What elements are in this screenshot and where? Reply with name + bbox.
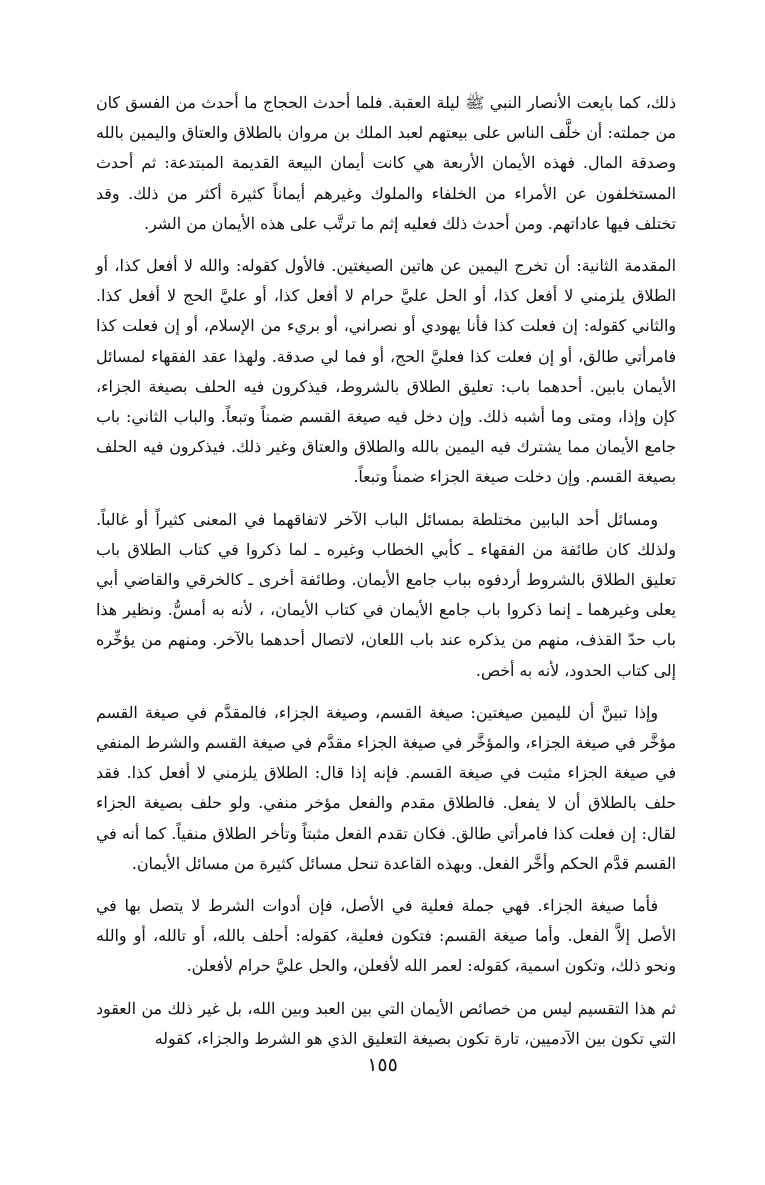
paragraph-3: ومسائل أحد البابين مختلطة بمسائل الباب الآخر لاتفاقهما في المعنى كثيراً أو غالباً. ولذلك كان طائفة من الفقهاء ـ كأبي الخطاب وغيره ـ لما ذكروا في كتاب الطلاق باب تعليق الطلاق بالشروط أردفوه بباب جامع الأيمان. وطائفة أخرى ـ كالخرقي والقاضي أبي يعلى وغيرهما ـ إنما ذكروا باب جامع الأيمان في كتاب الأيمان، ، لأنه به أمسُّ. ونظير هذا باب حدّ القذف، منهم من يذكره عند باب اللعان، لاتصال أحدهما بالآخر. ومنهم من يؤخِّره إلى كتاب الحدود، لأنه به أخص.	[96, 509, 676, 680]
body-text	[96, 88, 676, 1066]
paragraph-4: وإذا تبينَّ أن لليمين صيغتين: صيغة القسم، وصيغة الجزاء، فالمقدَّم في صيغة القسم مؤخَّر في صيغة الجزاء، والمؤخَّر في صيغة الجزاء مقدَّم في صيغة القسم والشرط المنفي في صيغة الجزاء مثبت في صيغة القسم. فإنه إذا قال: الطلاق يلزمني لا أفعل كذا. فقد حلف بالطلاق أن لا يفعل. فالطلاق مقدم والفعل مؤخر منفي. ولو حلف بصيغة الجزاء لقال: إن فعلت كذا فامرأتي طالق. فكان تقدم الفعل مثبتاً وتأخر الطلاق منفياً. كما أنه في القسم قدَّم الحكم وأخَّر الفعل. وبهذه القاعدة تنحل مسائل كثيرة من مسائل الأيمان.	[96, 702, 676, 873]
page-number: ١٥٥	[367, 1054, 398, 1076]
paragraph-1: ذلك، كما بايعت الأنصار النبي ﷺ ليلة العقبة. فلما أحدث الحجاج ما أحدث من الفسق كان من جملته: أن خلَّف الناس على بيعتهم لعبد الملك بن مروان بالطلاق والعتاق واليمين بالله وصدقة المال. فهذه الأيمان الأربعة هي كانت أيمان البيعة القديمة المبتدعة: ثم أحدث المستخلفون عن الأمراء من الخلفاء والملوك وغيرهم أيماناً كثيرة أكثر من ذلك. وقد تختلف فيها عاداتهم. ومن أحدث ذلك فعليه إثم ما ترتَّب على هذه الأيمان من الشر.	[96, 93, 676, 233]
paragraph-2: المقدمة الثانية: أن تخرج اليمين عن هاتين الصيغتين. فالأول كقوله: والله لا أفعل كذا، أو الطلاق يلزمني لا أفعل كذا، أو الحل عليَّ حرام لا أفعل كذا، أو عليَّ الحج لا أفعل كذا. والثاني كقوله: إن فعلت كذا فأنا يهودي أو نصراني، أو بريء من الإسلام، أو إن فعلت كذا فامرأتي طالق، أو إن فعلت كذا فعليَّ الحج، أو فما لي صدقة. ولهذا عقد الفقهاء لمسائل الأيمان بابين. أحدهما باب: تعليق الطلاق بالشروط، فيذكرون فيه الحلف بصيغة الجزاء، كإن وإذا، ومتى وما أشبه ذلك. وإن دخل فيه صيغة القسم ضمناً وتبعاً. والباب الثاني: باب جامع الأيمان مما يشترك فيه اليمين بالله والطلاق والعتاق وغير ذلك. فيذكرون فيه الحلف بصيغة القسم. وإن دخلت صيغة الجزاء ضمناً وتبعاً.	[96, 256, 676, 487]
paragraph-6: ثم هذا التقسيم ليس من خصائص الأيمان التي بين العبد وبين الله، بل غير ذلك من العقود التي تكون بين الآدميين، تارة تكون بصيغة التعليق الذي هو الشرط والجزاء، كقوله	[96, 998, 676, 1048]
paragraph-5: فأما صيغة الجزاء. فهي جملة فعلية في الأصل، فإن أدوات الشرط لا يتصل بها في الأصل إلاَّ الفعل. وأما صيغة القسم: فتكون فعلية، كقوله: أحلف بالله، أو تالله، أو والله ونحو ذلك، وتكون اسمية، كقوله: لعمر الله لأفعلن، والحل عليَّ حرام لأفعلن.	[96, 896, 676, 976]
